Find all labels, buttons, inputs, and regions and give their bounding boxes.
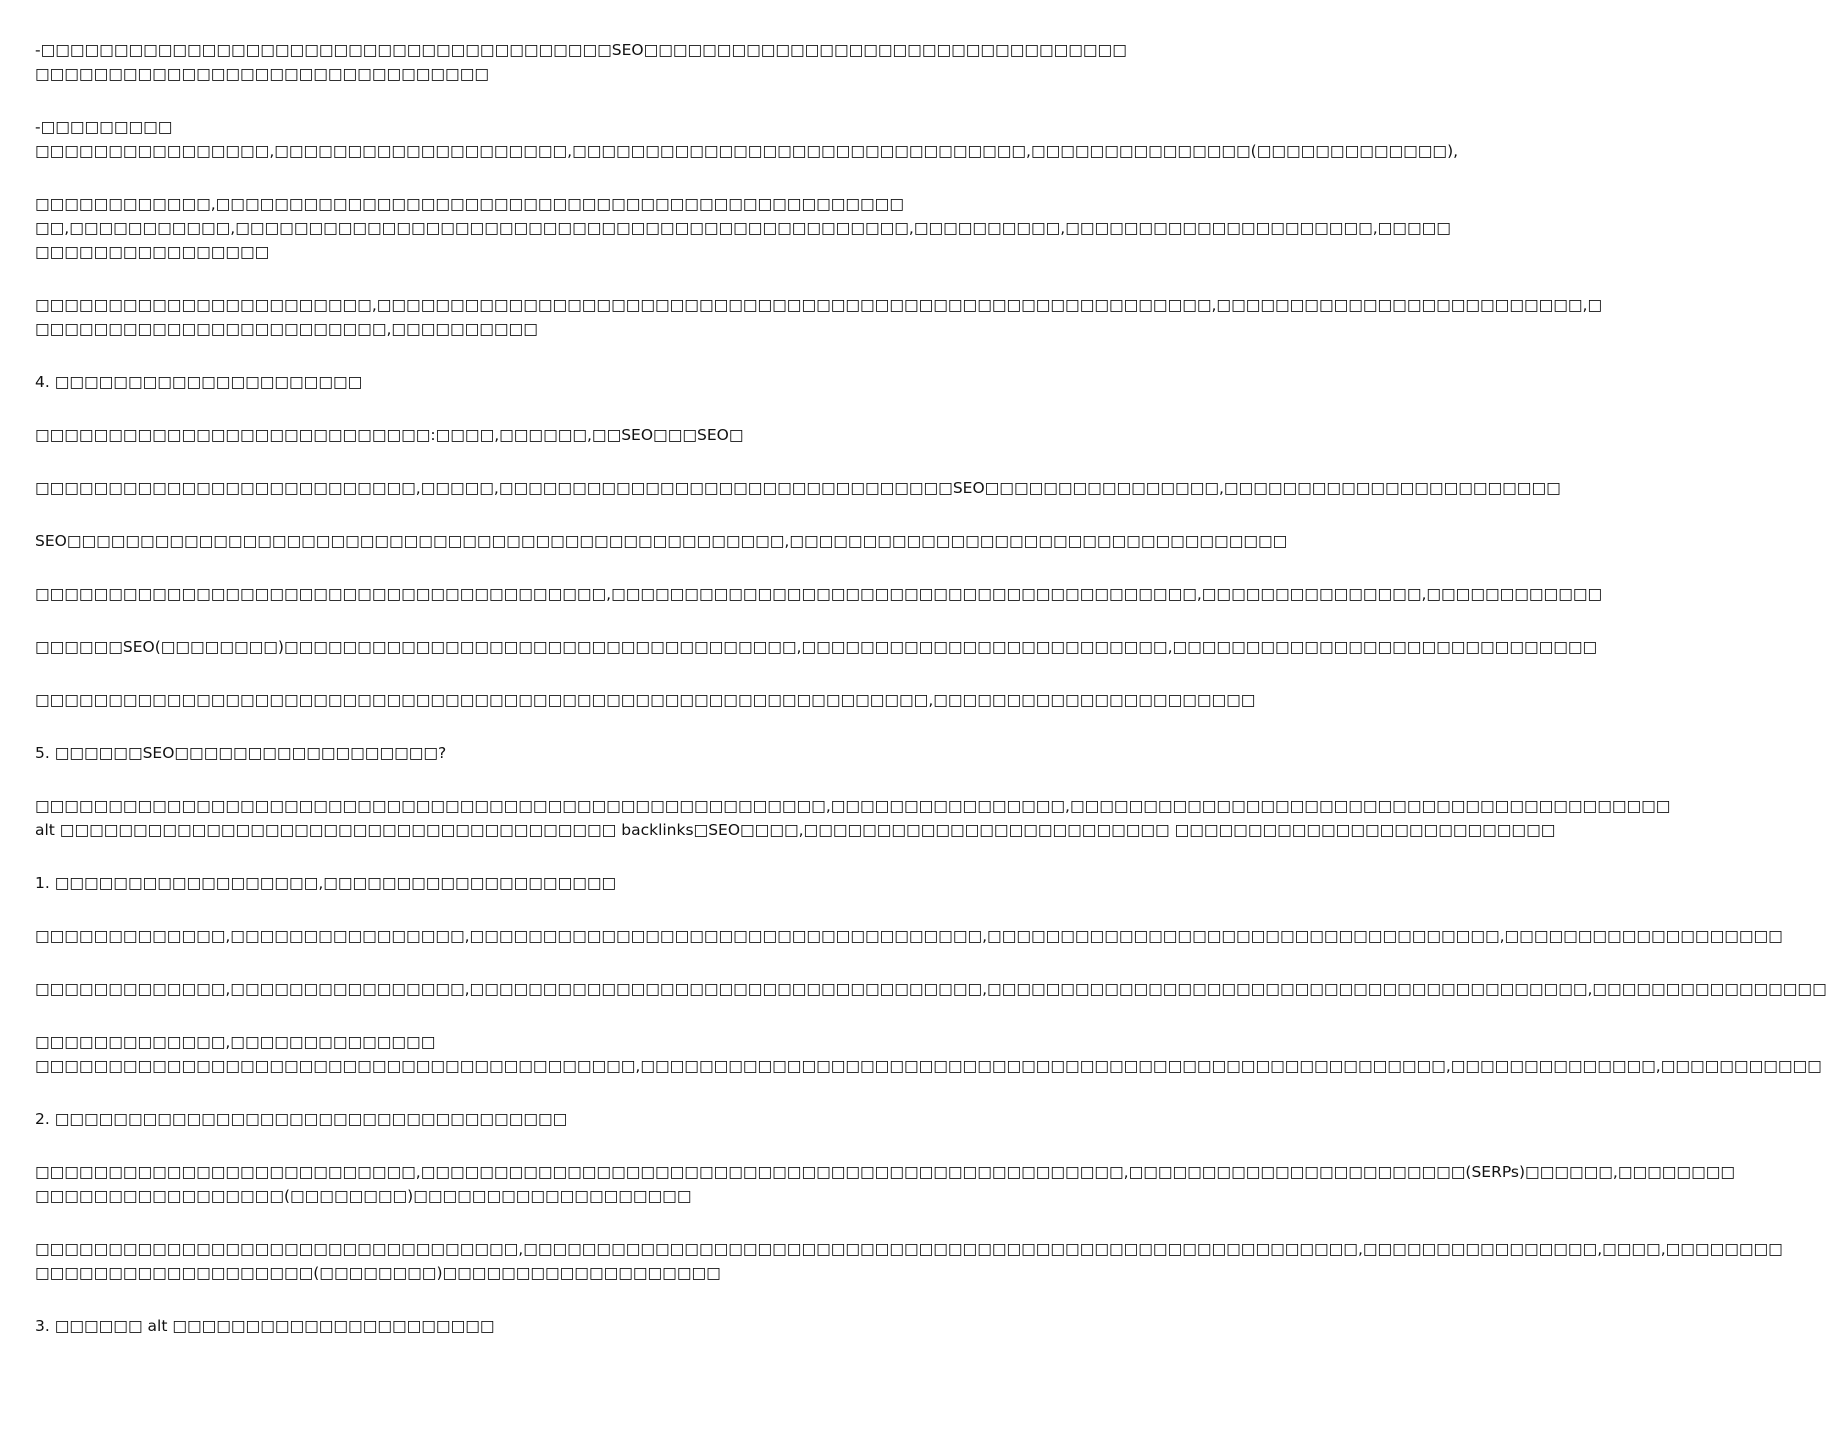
paragraph xyxy=(35,476,1561,500)
paragraph-line: -□□□□□□□□□ xyxy=(35,118,173,136)
paragraph-line: □□□□□□□□□□□□□□□□□□□(□□□□□□□□)□□□□□□□□□□□□□□□□□□□ xyxy=(35,1264,721,1282)
paragraph-line: □□□□□□□□□□□□□□□□,□□□□□□□□□□□□□□□□□□□□,□□□□□□□□□□□□□□□□□□□□□□□□□□□□□□□,□□□□□□□□□□□□□□□(□□□□□□□□□□□□□), xyxy=(35,142,1459,160)
paragraph xyxy=(35,794,1671,842)
section-heading: 3. □□□□□□ alt □□□□□□□□□□□□□□□□□□□□□□ xyxy=(35,1317,495,1335)
paragraph-line: □□□□□□□□□□□□□□□□□□□□□□□□□□□□□□□□□□□□□□□,□□□□□□□□□□□□□□□□□□□□□□□□□□□□□□□□□□□□□□□□,□□□□□□□□□□□□□□□,□□□□□□□□□□□□ xyxy=(35,585,1603,603)
paragraph-line: □□□□□□□□□□□□□□□□□□□□□□□□□□□□□□□□□□□□□□□□□□□□□□□□□□□□□□,□□□□□□□□□□□□□□□□,□□□□□□□□□□□□□□□□□□□□□□□□□□□□□□□□□□□□□□□□□ xyxy=(35,797,1671,815)
paragraph-line: □□□□□□□□□□□□□□□□□□□□□□□□□□□□□□□ xyxy=(35,65,489,83)
paragraph xyxy=(35,977,1827,1001)
paragraph-line: □□□□□□□□□□□□□□□□□□□□□□□□□□□□□□□□□□□□□□□□□,□□□□□□□□□□□□□□□□□□□□□□□□□□□□□□□□□□□□□□□□□□□□□□□□□□□□□□□,□□□□□□□□□□□□□□,□□□□□□□□□□□ xyxy=(35,1057,1822,1075)
paragraph-line: □□□□□□□□□□□□□□□□ xyxy=(35,243,270,261)
paragraph-line: □□□□□□□□□□□□□,□□□□□□□□□□□□□□□□,□□□□□□□□□□□□□□□□□□□□□□□□□□□□□□□□□□□,□□□□□□□□□□□□□□□□□□□□□□□□□□□□□□□□□□□□□□□□□,□□□□□□□□□□□□□□□□ xyxy=(35,980,1827,998)
paragraph xyxy=(35,582,1603,606)
paragraph-line: □□□□□□□□□□□□□□□□□□□□□□□,□□□□□□□□□□□□□□□□□□□□□□□□□□□□□□□□□□□□□□□□□□□□□□□□□□□□□□□□□,□□□□□□□□□□□□□□□□□□□□□□□□□,□ xyxy=(35,296,1603,314)
section-heading: 1. □□□□□□□□□□□□□□□□□□,□□□□□□□□□□□□□□□□□□□□ xyxy=(35,874,617,892)
paragraph-line: □□□□□□□□□□□□□□□□□□□□□□□□□□□□□□□□□,□□□□□□□□□□□□□□□□□□□□□□□□□□□□□□□□□□□□□□□□□□□□□□□□□□□□□□□□□,□□□□□□□□□□□□□□□□,□□□□,□□□□□□□□ xyxy=(35,1240,1783,1258)
paragraph xyxy=(35,529,1288,553)
paragraph-line: □□□□□□□□□□□□□□□□□□□□□□□□□□,□□□□□,□□□□□□□□□□□□□□□□□□□□□□□□□□□□□□□SEO□□□□□□□□□□□□□□□□,□□□□□□□□□□□□□□□□□□□□□□□ xyxy=(35,479,1561,497)
paragraph-line: □□□□□□SEO(□□□□□□□□)□□□□□□□□□□□□□□□□□□□□□□□□□□□□□□□□□□□,□□□□□□□□□□□□□□□□□□□□□□□□□,□□□□□□□□□□□□□□□□□□□□□□□□□□□□□ xyxy=(35,638,1598,656)
paragraph-line: -□□□□□□□□□□□□□□□□□□□□□□□□□□□□□□□□□□□□□□□SEO□□□□□□□□□□□□□□□□□□□□□□□□□□□□□□□□□ xyxy=(35,41,1127,59)
paragraph xyxy=(35,115,1459,163)
paragraph-line: □□□□□□□□□□□□,□□□□□□□□□□□□□□□□□□□□□□□□□□□□□□□□□□□□□□□□□□□□□□□ xyxy=(35,195,904,213)
paragraph-line: alt □□□□□□□□□□□□□□□□□□□□□□□□□□□□□□□□□□□□□□ backlinks□SEO□□□□,□□□□□□□□□□□□□□□□□□□□□□□□□ □□□□□□□□□□□□□□□□□□□□□□□□□□ xyxy=(35,821,1556,839)
document-page xyxy=(35,38,1827,1367)
paragraph xyxy=(35,1160,1735,1208)
section-heading: 2. □□□□□□□□□□□□□□□□□□□□□□□□□□□□□□□□□□□ xyxy=(35,1110,568,1128)
paragraph-line: □□□□□□□□□□□□□□□□□□□□□□□□□□□□□□□□□□□□□□□□□□□□□□□□□□□□□□□□□□□□□,□□□□□□□□□□□□□□□□□□□□□□ xyxy=(35,691,1256,709)
paragraph xyxy=(35,192,1451,264)
paragraph xyxy=(35,38,1127,86)
paragraph xyxy=(35,1237,1783,1285)
paragraph xyxy=(35,1030,1822,1078)
paragraph xyxy=(35,635,1598,659)
paragraph-line: □□□□□□□□□□□□□□□□□□□□□□□□,□□□□□□□□□□ xyxy=(35,320,538,338)
paragraph-line: □□□□□□□□□□□□□□□□□□□□□□□□□□□:□□□□,□□□□□□,□□SEO□□□SEO□ xyxy=(35,426,744,444)
section-heading: 4. □□□□□□□□□□□□□□□□□□□□□ xyxy=(35,373,363,391)
paragraph-line: □□□□□□□□□□□□□□□□□(□□□□□□□□)□□□□□□□□□□□□□□□□□□□ xyxy=(35,1187,692,1205)
paragraph-line: SEO□□□□□□□□□□□□□□□□□□□□□□□□□□□□□□□□□□□□□□□□□□□□□□□□□,□□□□□□□□□□□□□□□□□□□□□□□□□□□□□□□□□□ xyxy=(35,532,1288,550)
paragraph-line: □□□□□□□□□□□□□,□□□□□□□□□□□□□□ xyxy=(35,1033,436,1051)
section-heading: 5. □□□□□□SEO□□□□□□□□□□□□□□□□□□? xyxy=(35,744,447,762)
paragraph xyxy=(35,924,1783,948)
paragraph xyxy=(35,293,1603,341)
paragraph xyxy=(35,423,990,447)
paragraph-line: □□□□□□□□□□□□□□□□□□□□□□□□□□,□□□□□□□□□□□□□□□□□□□□□□□□□□□□□□□□□□□□□□□□□□□□□□□□,□□□□□□□□□□□□□□□□□□□□□□□(SERPs)□□□□□□,□□□□□□□□ xyxy=(35,1163,1735,1181)
paragraph xyxy=(35,688,1256,712)
paragraph-line: □□□□□□□□□□□□□,□□□□□□□□□□□□□□□□,□□□□□□□□□□□□□□□□□□□□□□□□□□□□□□□□□□□,□□□□□□□□□□□□□□□□□□□□□□□□□□□□□□□□□□□,□□□□□□□□□□□□□□□□□□□ xyxy=(35,927,1783,945)
paragraph-line: □□,□□□□□□□□□□□,□□□□□□□□□□□□□□□□□□□□□□□□□□□□□□□□□□□□□□□□□□□□□□,□□□□□□□□□□,□□□□□□□□□□□□□□□□□□□□□,□□□□□ xyxy=(35,219,1451,237)
